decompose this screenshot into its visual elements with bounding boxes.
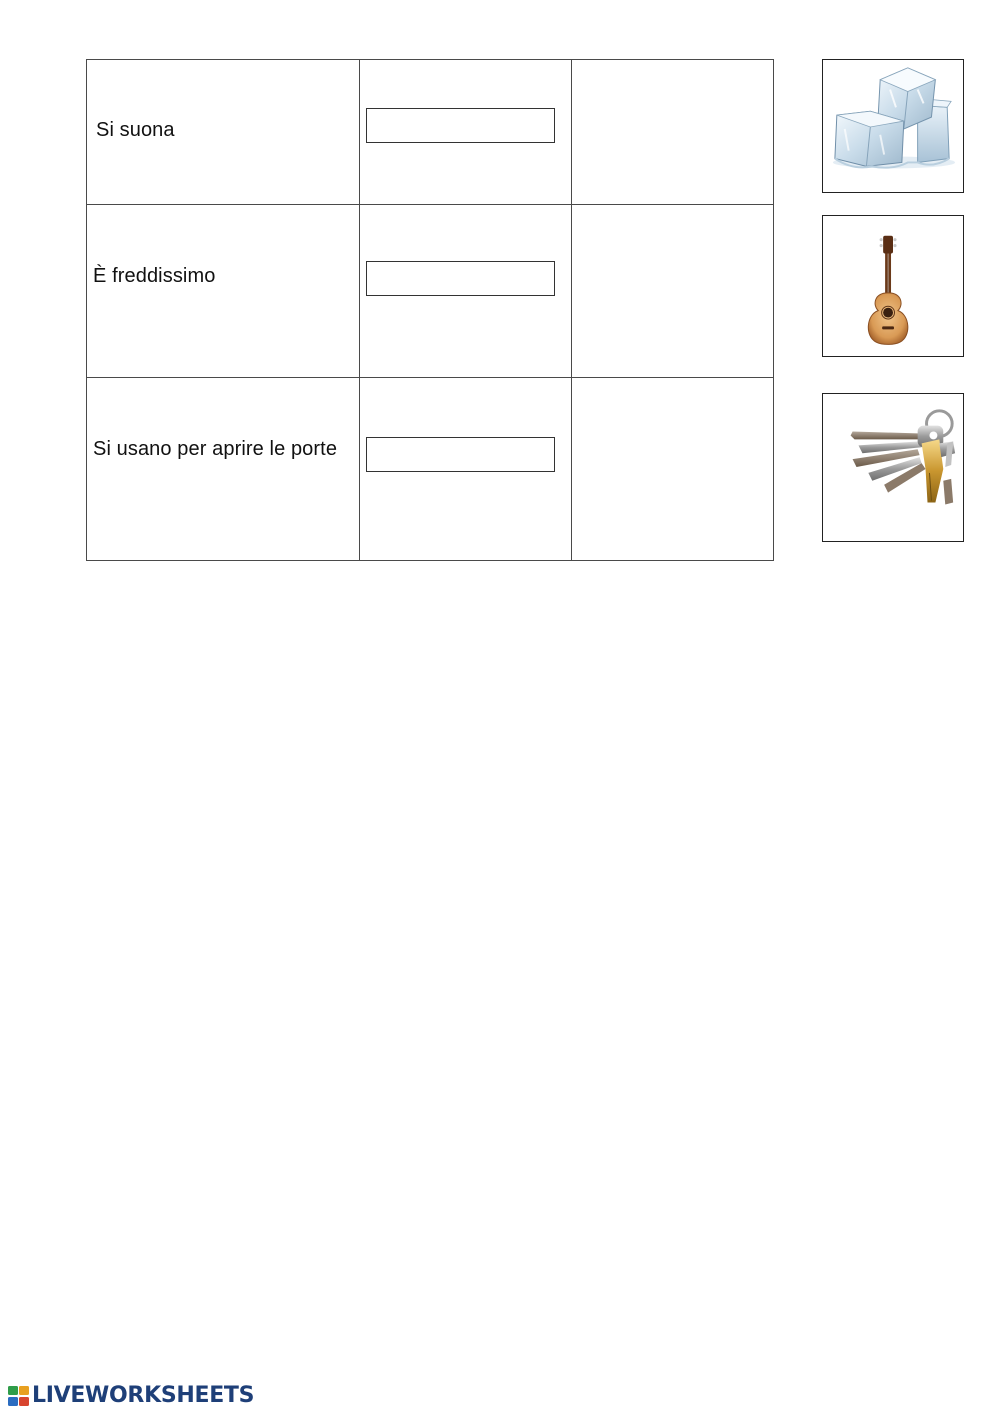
empty-cell (572, 205, 774, 378)
answer-input[interactable] (366, 261, 555, 296)
clue-text: Si suona (96, 119, 175, 141)
answer-input[interactable] (366, 437, 555, 472)
keys-image[interactable] (822, 393, 964, 542)
empty-cell (572, 60, 774, 205)
clue-cell (87, 205, 360, 378)
clue-cell (87, 60, 360, 205)
table-row (87, 378, 774, 561)
table-row (87, 205, 774, 378)
ice-cubes-image[interactable] (822, 59, 964, 193)
clue-text: Si usano per aprire le porte (93, 438, 338, 460)
answer-cell (360, 60, 572, 205)
answer-cell (360, 205, 572, 378)
liveworksheets-logo-icon (8, 1385, 30, 1407)
keys-icon (823, 394, 963, 541)
answer-cell (360, 378, 572, 561)
guitar-image[interactable] (822, 215, 964, 357)
table-row (87, 60, 774, 205)
answer-input[interactable] (366, 108, 555, 143)
clue-cell (87, 378, 360, 561)
clue-text: È freddissimo (93, 265, 216, 287)
ice-cubes-icon (823, 60, 963, 192)
brand-logo[interactable] (8, 1383, 254, 1409)
brand-name: LIVEWORKSHEETS (32, 1383, 255, 1408)
guitar-icon (823, 216, 963, 356)
exercise-table (86, 59, 774, 561)
empty-cell (572, 378, 774, 561)
